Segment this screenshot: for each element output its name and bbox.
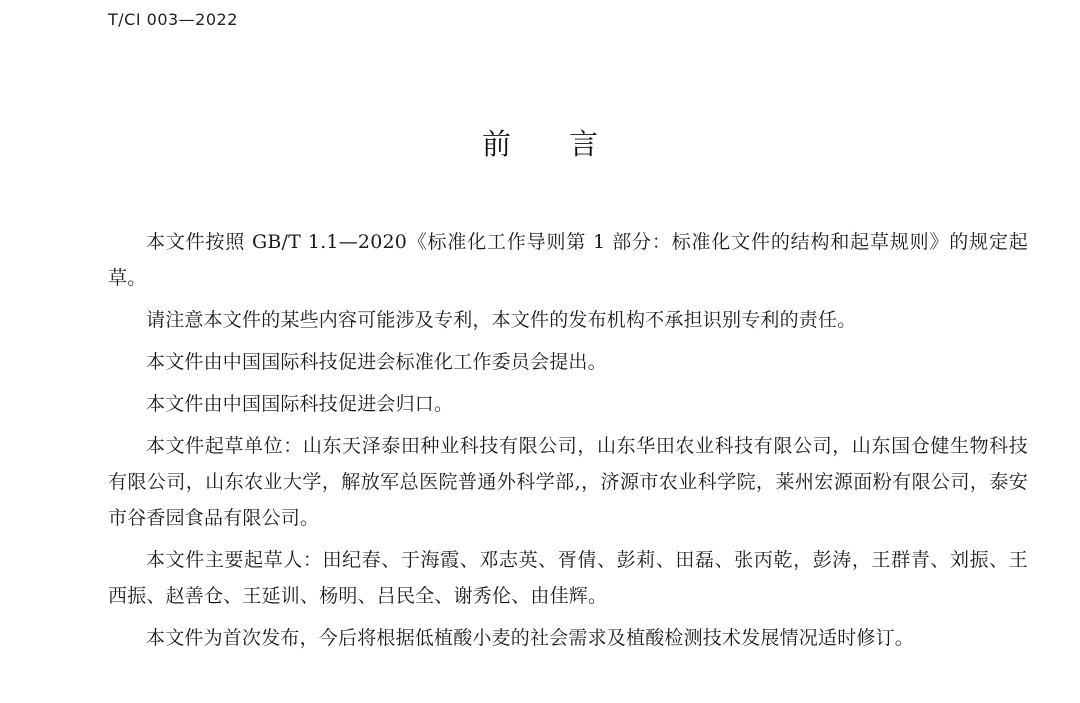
paragraph-drafting-units: 本文件起草单位：山东天泽泰田种业科技有限公司，山东华田农业科技有限公司，山东国仓健生物科技有限公司，山东农业大学，解放军总医院普通外科学部,，济源市农业科学院，莱州宏源面粉有限公司，泰安市谷香园食品有限公司。 bbox=[108, 435, 1028, 529]
page-title: 前言 bbox=[481, 127, 656, 161]
paragraph-main-drafters: 本文件主要起草人：田纪春、于海霞、邓志英、胥倩、彭莉、田磊、张丙乾，彭涛，王群青、刘振、王西振、赵善仓、王延训、杨明、吕民全、谢秀伦、由佳辉。 bbox=[108, 549, 1028, 607]
paragraph-first-release: 本文件为首次发布，今后将根据低植酸小麦的社会需求及植酸检测技术发展情况适时修订。 bbox=[146, 627, 915, 649]
paragraph-drafting-rules: 本文件按照 GB/T 1.1—2020《标准化工作导则第 1 部分：标准化文件的结构和起草规则》的规定起草。 bbox=[108, 231, 1028, 289]
document-code: T/CI 003—2022 bbox=[108, 10, 238, 29]
paragraph-centralized-management: 本文件由中国国际科技促进会归口。 bbox=[146, 393, 454, 415]
preface-body bbox=[108, 224, 1028, 656]
paragraph-patent-notice: 请注意本文件的某些内容可能涉及专利，本文件的发布机构不承担识别专利的责任。 bbox=[146, 309, 857, 331]
paragraph-proposer: 本文件由中国国际科技促进会标准化工作委员会提出。 bbox=[146, 351, 607, 373]
